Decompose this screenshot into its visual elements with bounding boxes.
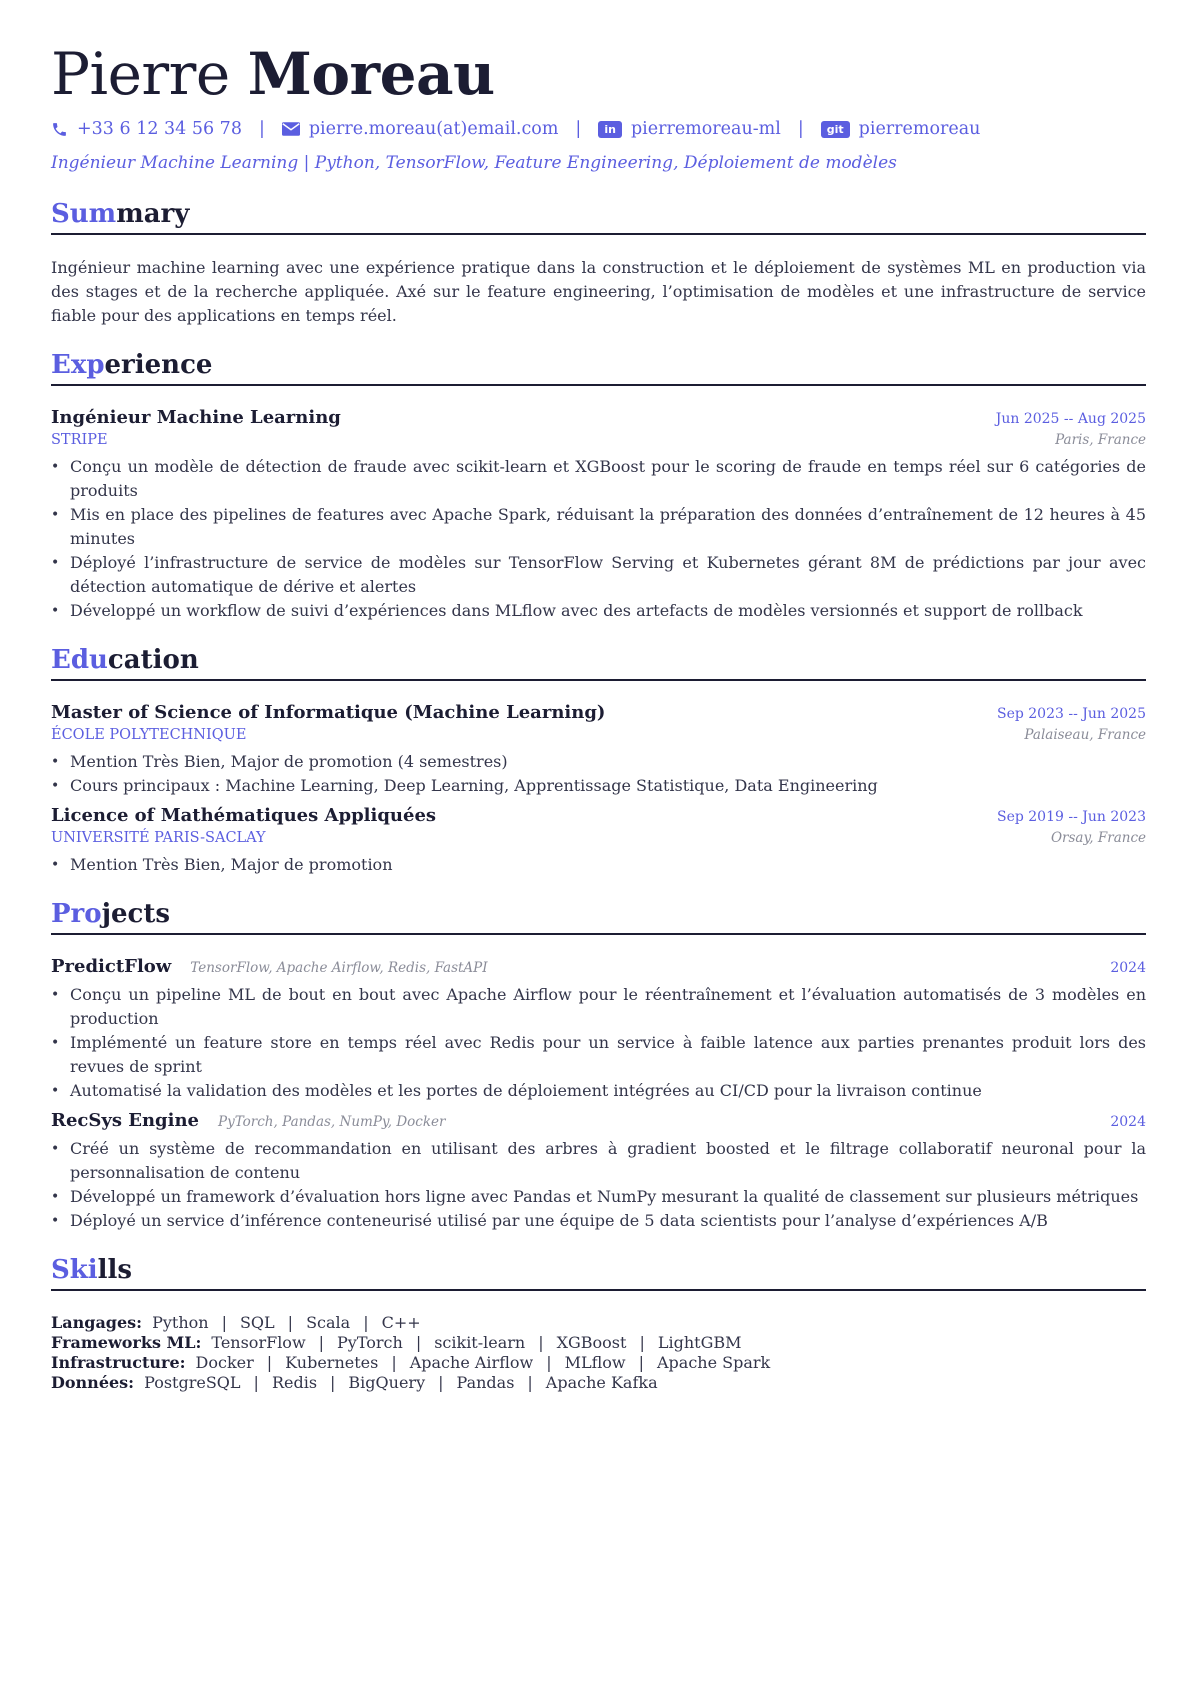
- bullet-list: [51, 853, 1146, 877]
- skill-row: [51, 1313, 1146, 1333]
- experience-section: [51, 348, 1146, 623]
- candidate-name: [51, 36, 1146, 112]
- bullet-item: • Implémenté un feature store en temps réel avec Redis pour un service à faible latence aux parties prenantes produit lors des revues de sprint: [51, 1031, 1146, 1079]
- project-entry: [51, 1109, 1146, 1233]
- bullet-item: • Développé un framework d’évaluation hors ligne avec Pandas et NumPy mesurant la qualité de classement sur plusieurs métriques: [51, 1185, 1146, 1209]
- github-link[interactable]: [821, 119, 981, 139]
- skill-item: scikit-learn: [434, 1333, 526, 1352]
- skill-item: LightGBM: [657, 1333, 742, 1352]
- skill-item: Apache Kafka: [545, 1373, 658, 1392]
- section-divider: [51, 933, 1146, 935]
- date-range: Jun 2025 -- Aug 2025: [995, 411, 1146, 427]
- skill-item: Scala: [306, 1313, 351, 1332]
- phone-number: +33 6 12 34 56 78: [77, 119, 242, 139]
- bullet-item: • Créé un système de recommandation en utilisant des arbres à gradient boosted et le filtrage collaboratif neuronal pour la personnalisation de contenu: [51, 1137, 1146, 1185]
- bullet-item: • Déployé l’infrastructure de service de modèles sur TensorFlow Serving et Kubernetes gérant 8M de prédictions par jour avec détection automatique de dérive et alertes: [51, 551, 1146, 599]
- tagline: Ingénieur Machine Learning | Python, TensorFlow, Feature Engineering, Déploiement de modèles: [51, 153, 897, 173]
- skills-list: [51, 1313, 1146, 1393]
- skill-item: Kubernetes: [285, 1353, 379, 1372]
- project-year: 2024: [1110, 960, 1146, 976]
- skill-item: Apache Spark: [657, 1353, 771, 1372]
- section-divider: [51, 679, 1146, 681]
- section-divider: [51, 1289, 1146, 1291]
- bullet-list: [51, 1137, 1146, 1233]
- bullet-item: • Conçu un pipeline ML de bout en bout avec Apache Airflow pour le réentraînement et l’évaluation automatisés de 3 modèles en production: [51, 983, 1146, 1031]
- school-name: ÉCOLE POLYTECHNIQUE: [51, 727, 247, 743]
- education-entry: [51, 804, 1146, 877]
- skill-item: XGBoost: [556, 1333, 627, 1352]
- skill-separator: |: [639, 1333, 645, 1352]
- github-handle: pierremoreau: [858, 119, 981, 139]
- section-title: Projects: [51, 899, 171, 929]
- bullet-item: • Mention Très Bien, Major de promotion: [51, 853, 1146, 877]
- skill-row: [51, 1333, 1146, 1353]
- contact-separator: |: [258, 119, 265, 139]
- section-title: Experience: [51, 350, 213, 380]
- last-name: Moreau: [247, 40, 495, 108]
- tech-stack: PyTorch, Pandas, NumPy, Docker: [218, 1114, 446, 1130]
- project-name: RecSys Engine: [51, 1110, 199, 1131]
- skills-section: [51, 1253, 1146, 1393]
- first-name: Pierre: [51, 40, 230, 108]
- bullet-list: [51, 983, 1146, 1103]
- skill-separator: |: [363, 1313, 369, 1332]
- email-contact[interactable]: [282, 119, 559, 139]
- job-title: Ingénieur Machine Learning: [51, 407, 341, 428]
- skill-category-label: Frameworks ML:: [51, 1333, 202, 1352]
- experience-entry: [51, 406, 1146, 623]
- skill-row: [51, 1373, 1146, 1393]
- education-section: [51, 643, 1146, 877]
- date-range: Sep 2023 -- Jun 2025: [996, 706, 1146, 722]
- email-address: pierre.moreau(at)email.com: [308, 119, 559, 139]
- company-name: STRIPE: [51, 432, 108, 448]
- skill-category-label: Infrastructure:: [51, 1353, 186, 1372]
- skill-item: Redis: [271, 1373, 318, 1392]
- skill-separator: |: [415, 1333, 422, 1352]
- project-entry: [51, 955, 1146, 1103]
- bullet-item: • Automatisé la validation des modèles et les portes de déploiement intégrées au CI/CD pour la livraison continue: [51, 1079, 1146, 1103]
- skill-item: PyTorch: [337, 1333, 403, 1352]
- skill-item: C++: [381, 1313, 421, 1332]
- resume-page: [51, 36, 1146, 1393]
- skill-item: BigQuery: [348, 1373, 426, 1392]
- skill-separator: |: [546, 1353, 552, 1372]
- skill-separator: |: [266, 1353, 273, 1372]
- contact-separator: |: [575, 119, 582, 139]
- bullet-item: • Déployé un service d’inférence conteneurisé utilisé par une équipe de 5 data scientists pour l’analyse d’expériences A/B: [51, 1209, 1146, 1233]
- skill-separator: |: [638, 1353, 644, 1372]
- education-entry: [51, 701, 1146, 798]
- skill-separator: |: [287, 1313, 294, 1332]
- bullet-item: • Mention Très Bien, Major de promotion (4 semestres): [51, 750, 1146, 774]
- summary-section: [51, 197, 1146, 328]
- phone-contact[interactable]: [51, 119, 242, 139]
- skill-item: Apache Airflow: [409, 1353, 534, 1372]
- location: Paris, France: [1055, 432, 1146, 448]
- bullet-item: • Développé un workflow de suivi d’expériences dans MLflow avec des artefacts de modèles versionnés et support de rollback: [51, 599, 1146, 623]
- bullet-list: [51, 750, 1146, 798]
- section-divider: [51, 384, 1146, 386]
- section-title: Summary: [51, 199, 190, 229]
- degree-title: Master of Science of Informatique (Machine Learning): [51, 702, 606, 723]
- bullet-item: • Conçu un modèle de détection de fraude avec scikit-learn et XGBoost pour le scoring de fraude en temps réel sur 6 catégories de produits: [51, 455, 1146, 503]
- skill-separator: |: [253, 1373, 259, 1392]
- skill-item: Pandas: [456, 1373, 515, 1392]
- git-icon: git: [821, 121, 850, 138]
- skill-category-label: Langages:: [51, 1313, 143, 1332]
- section-divider: [51, 233, 1146, 235]
- skill-item: PostgreSQL: [144, 1373, 241, 1392]
- envelope-icon: [282, 122, 300, 136]
- skill-separator: |: [221, 1313, 227, 1332]
- location: Palaiseau, France: [1024, 727, 1146, 743]
- bullet-list: [51, 455, 1146, 623]
- linkedin-link[interactable]: [598, 119, 781, 139]
- skill-separator: |: [318, 1333, 325, 1352]
- section-title: Education: [51, 645, 199, 675]
- phone-icon: [51, 121, 68, 138]
- bullet-item: • Mis en place des pipelines de features avec Apache Spark, réduisant la préparation des données d’entraînement de 12 heures à 45 minutes: [51, 503, 1146, 551]
- linkedin-icon: in: [598, 121, 622, 138]
- date-range: Sep 2019 -- Jun 2023: [996, 809, 1146, 825]
- school-name: UNIVERSITÉ PARIS-SACLAY: [51, 830, 266, 846]
- skill-item: Python: [152, 1313, 209, 1332]
- tech-stack: TensorFlow, Apache Airflow, Redis, FastAPI: [190, 960, 488, 976]
- bullet-item: • Cours principaux : Machine Learning, Deep Learning, Apprentissage Statistique, Data Engineering: [51, 774, 1146, 798]
- skill-item: SQL: [239, 1313, 275, 1332]
- contact-bar: [51, 114, 1146, 144]
- skill-row: [51, 1353, 1146, 1373]
- skill-separator: |: [538, 1333, 544, 1352]
- contact-separator: |: [797, 119, 804, 139]
- skill-separator: |: [527, 1373, 533, 1392]
- project-year: 2024: [1110, 1114, 1146, 1130]
- projects-section: [51, 897, 1146, 1233]
- skill-category-label: Données:: [51, 1373, 135, 1392]
- degree-title: Licence of Mathématiques Appliquées: [51, 805, 437, 826]
- skill-item: TensorFlow: [211, 1333, 306, 1352]
- skill-separator: |: [330, 1373, 336, 1392]
- project-name: PredictFlow: [51, 956, 172, 977]
- location: Orsay, France: [1050, 830, 1146, 846]
- summary-text: Ingénieur machine learning avec une expérience pratique dans la construction et le déploiement de systèmes ML en production via des stages et de la recherche appliquée. Axé sur le feature engineering, l’optimisation de modèles et une infrastructure de service fiable pour des applications en temps réel.: [51, 258, 1146, 325]
- skill-item: MLflow: [564, 1353, 626, 1372]
- linkedin-handle: pierremoreau-ml: [630, 119, 781, 139]
- skill-separator: |: [391, 1353, 397, 1372]
- skill-item: Docker: [195, 1353, 254, 1372]
- skill-separator: |: [438, 1373, 444, 1392]
- section-title: Skills: [51, 1255, 133, 1285]
